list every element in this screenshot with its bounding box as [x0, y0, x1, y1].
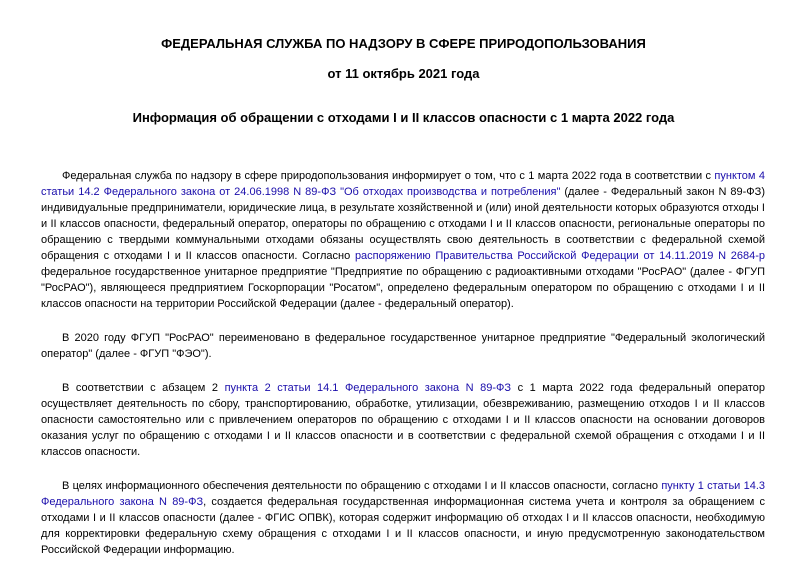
law-link-89fz-art14-2[interactable]: пунктом 4 статьи 14.2 Федерального закона от 24.06.1998 N 89-ФЗ "Об отходах производства и потребления" — [41, 170, 765, 198]
paragraph-text: В целях информационного обеспечения деятельности по обращению с отходами I и II классов опасности, согласно — [62, 480, 662, 492]
law-link-89fz-art14-3[interactable]: пункту 1 статьи 14.3 Федерального закона N 89-ФЗ — [41, 480, 765, 508]
paragraph-text: , создается федеральная государственная информационная система учета и контроля за обращением с отходами I и II классов опасности (далее - ФГИС ОПВК), которая содержит информацию об отходах I и II классов опасности, необходимую для корректировки федеральную схему обращения с отходами I и II классов опасности, и иную предусмотренную законодательством Российской Федерации информацию. — [41, 496, 766, 556]
paragraph-1 — [41, 168, 765, 312]
law-link-89fz-art14-1[interactable]: пункта 2 статьи 14.1 Федерального закона N 89-ФЗ — [224, 382, 512, 394]
paragraph-text: В соответствии с абзацем 2 — [62, 382, 225, 394]
paragraph-text: (далее - Федеральный закон N 89-ФЗ) индивидуальные предприниматели, юридические лица, в результате хозяйственной и (или) иной деятельности которых образуются отходы I и II классов опасности, федеральный оператор, операторы по обращению с отходами I и II классов опасности, региональные операторы по обращению с твердыми коммунальными отходами обязаны осуществлять свою деятельность в соответствии с федеральной схемой обращения с отходами I и II классов опасности. Согласно — [41, 186, 765, 262]
paragraph-2 — [41, 330, 765, 362]
paragraph-text: Федеральная служба по надзору в сфере природопользования информирует о том, что с 1 марта 2022 года в соответствии с — [62, 170, 715, 182]
paragraph-3 — [41, 380, 765, 460]
paragraph-text: с 1 марта 2022 года федеральный оператор осуществляет деятельность по сбору, транспортированию, обработке, утилизации, обезвреживанию, размещению отходов I и II классов опасности самостоятельно или с привлечением операторов по обращению с отходами I и II классов опасности на основании договоров оказания услуг по обращению с отходами I и II классов опасности и в соответствии с федеральной схемой обращения с отходами I и II классов опасности. — [41, 382, 765, 458]
paragraph-4 — [41, 478, 765, 558]
paragraph-text: В 2020 году ФГУП "РосРАО" переименовано в федеральное государственное унитарное предприятие "Федеральный экологический оператор" (далее - ФГУП "ФЭО"). — [41, 332, 765, 360]
document-title: Информация об обращении с отходами I и II классов опасности с 1 марта 2022 года — [132, 110, 675, 125]
government-order-link[interactable]: распоряжению Правительства Российской Федерации от 14.11.2019 N 2684-р — [354, 250, 766, 262]
document-date: от 11 октябрь 2021 года — [327, 66, 480, 81]
document-body — [41, 168, 765, 576]
paragraph-text: федеральное государственное унитарное предприятие "Предприятие по обращению с радиоактивными отходами "РосРАО" (далее - ФГУП "РосРАО"), являющееся предприятием Госкорпорации "Росатом", определено федеральным оператором по обращению с отходами I и II классов опасности на территории Российской Федерации (далее - федеральный оператор). — [41, 266, 765, 310]
agency-name: ФЕДЕРАЛЬНАЯ СЛУЖБА ПО НАДЗОРУ В СФЕРЕ ПРИРОДОПОЛЬЗОВАНИЯ — [161, 36, 646, 51]
